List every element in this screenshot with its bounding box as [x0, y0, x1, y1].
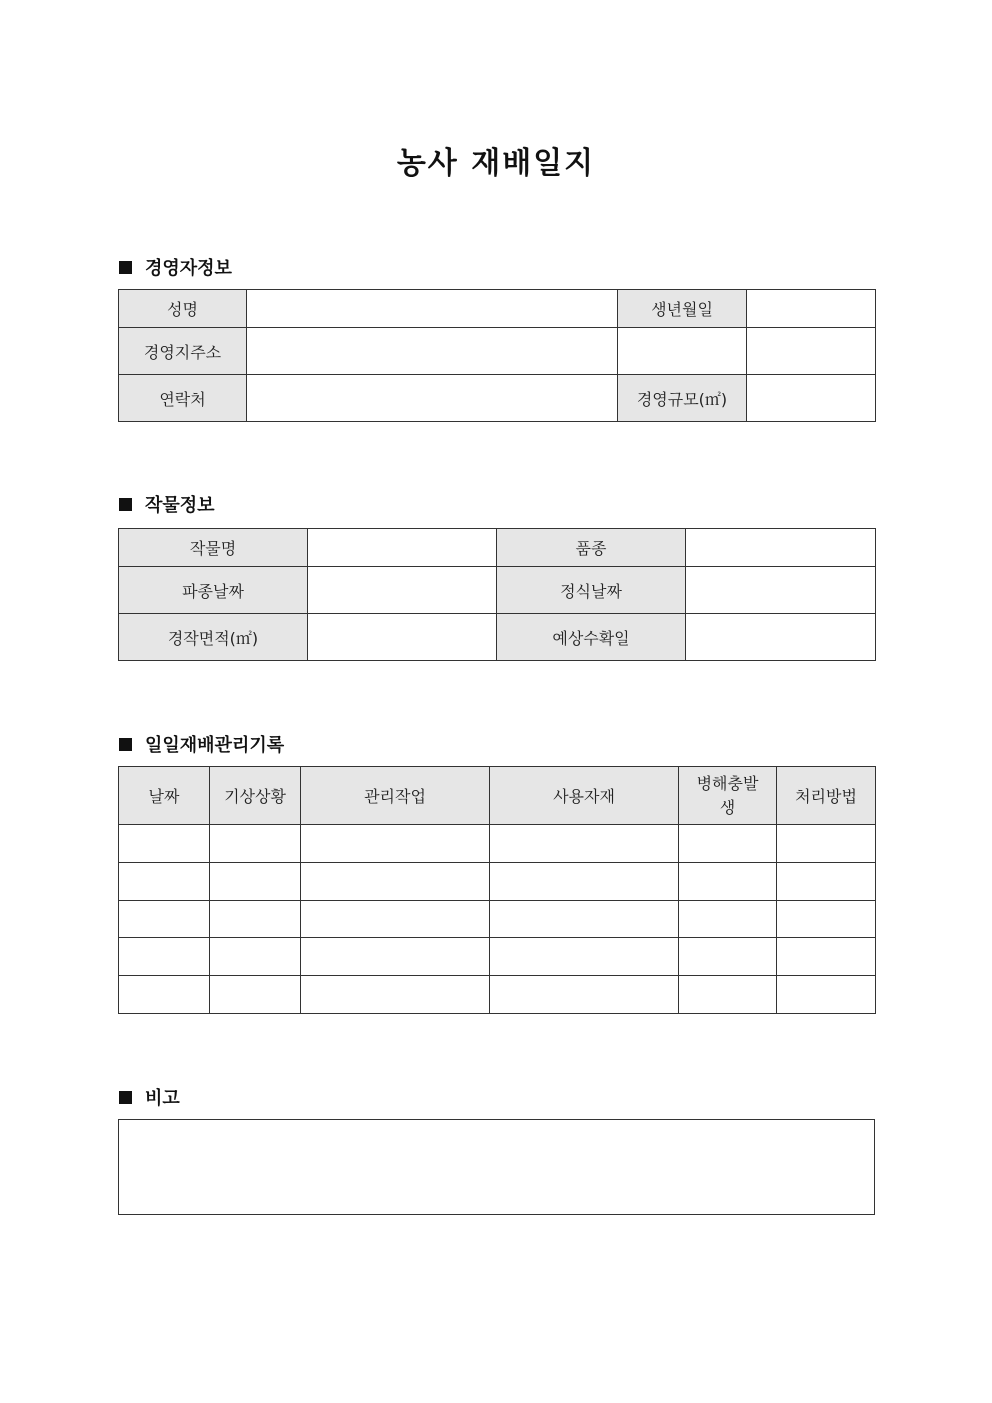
table-row	[119, 825, 876, 863]
sowing-date-field[interactable]	[308, 567, 497, 614]
remarks-box[interactable]	[118, 1119, 875, 1215]
daily-record-table	[118, 766, 876, 1014]
square-bullet-icon	[119, 738, 132, 751]
col-header-pest-occurrence: 병해충발생	[679, 767, 777, 825]
planting-date-label: 정식날짜	[497, 567, 686, 614]
record-cell[interactable]	[490, 938, 679, 976]
col-header-materials-used: 사용자재	[490, 767, 679, 825]
record-cell[interactable]	[490, 863, 679, 901]
record-cell[interactable]	[777, 938, 876, 976]
record-cell[interactable]	[679, 938, 777, 976]
birth-date-field[interactable]	[747, 290, 876, 328]
farm-scale-field[interactable]	[747, 375, 876, 422]
cultivated-area-field[interactable]	[308, 614, 497, 661]
record-cell[interactable]	[490, 825, 679, 863]
crop-name-label: 작물명	[119, 529, 308, 567]
col-header-weather: 기상상황	[210, 767, 301, 825]
record-cell[interactable]	[777, 976, 876, 1014]
record-cell[interactable]	[119, 825, 210, 863]
record-cell[interactable]	[777, 863, 876, 901]
owner-info-table	[118, 289, 876, 422]
section-title: 경영자정보	[145, 258, 232, 279]
section-heading-owner	[119, 254, 232, 280]
expected-harvest-field[interactable]	[686, 614, 876, 661]
col-header-treatment: 처리방법	[777, 767, 876, 825]
crop-name-field[interactable]	[308, 529, 497, 567]
record-cell[interactable]	[119, 863, 210, 901]
address-extra-field-2[interactable]	[747, 328, 876, 375]
record-cell[interactable]	[777, 825, 876, 863]
record-cell[interactable]	[679, 976, 777, 1014]
section-heading-daily	[119, 731, 284, 757]
square-bullet-icon	[119, 1091, 132, 1104]
record-cell[interactable]	[119, 901, 210, 938]
address-label: 경영지주소	[119, 328, 247, 375]
record-cell[interactable]	[777, 901, 876, 938]
sowing-date-label: 파종날짜	[119, 567, 308, 614]
expected-harvest-label: 예상수확일	[497, 614, 686, 661]
variety-label: 품종	[497, 529, 686, 567]
table-row	[119, 976, 876, 1014]
record-cell[interactable]	[210, 938, 301, 976]
record-cell[interactable]	[210, 825, 301, 863]
address-field[interactable]	[247, 328, 618, 375]
table-row	[119, 938, 876, 976]
planting-date-field[interactable]	[686, 567, 876, 614]
col-header-date: 날짜	[119, 767, 210, 825]
name-field[interactable]	[247, 290, 618, 328]
record-cell[interactable]	[301, 825, 490, 863]
farm-scale-label: 경영규모(㎡)	[618, 375, 747, 422]
record-cell[interactable]	[210, 901, 301, 938]
square-bullet-icon	[119, 498, 132, 511]
square-bullet-icon	[119, 261, 132, 274]
table-row	[119, 863, 876, 901]
document-title: 농사 재배일지	[396, 146, 596, 181]
record-cell[interactable]	[301, 938, 490, 976]
name-label: 성명	[119, 290, 247, 328]
contact-field[interactable]	[247, 375, 618, 422]
record-cell[interactable]	[301, 901, 490, 938]
col-header-management-work: 관리작업	[301, 767, 490, 825]
record-cell[interactable]	[490, 976, 679, 1014]
cultivated-area-label: 경작면적(㎡)	[119, 614, 308, 661]
record-cell[interactable]	[119, 938, 210, 976]
birth-date-label: 생년월일	[618, 290, 747, 328]
record-cell[interactable]	[119, 976, 210, 1014]
section-title: 일일재배관리기록	[145, 735, 285, 756]
crop-info-table	[118, 528, 876, 661]
record-cell[interactable]	[679, 901, 777, 938]
table-row	[119, 901, 876, 938]
section-title: 비고	[145, 1088, 180, 1109]
record-cell[interactable]	[490, 901, 679, 938]
address-extra-field[interactable]	[618, 328, 747, 375]
variety-field[interactable]	[686, 529, 876, 567]
record-cell[interactable]	[301, 976, 490, 1014]
section-heading-crop	[119, 491, 215, 517]
section-heading-notes	[119, 1084, 180, 1110]
record-cell[interactable]	[210, 863, 301, 901]
record-cell[interactable]	[301, 863, 490, 901]
record-cell[interactable]	[210, 976, 301, 1014]
record-cell[interactable]	[679, 825, 777, 863]
section-title: 작물정보	[145, 495, 215, 516]
contact-label: 연락처	[119, 375, 247, 422]
record-cell[interactable]	[679, 863, 777, 901]
